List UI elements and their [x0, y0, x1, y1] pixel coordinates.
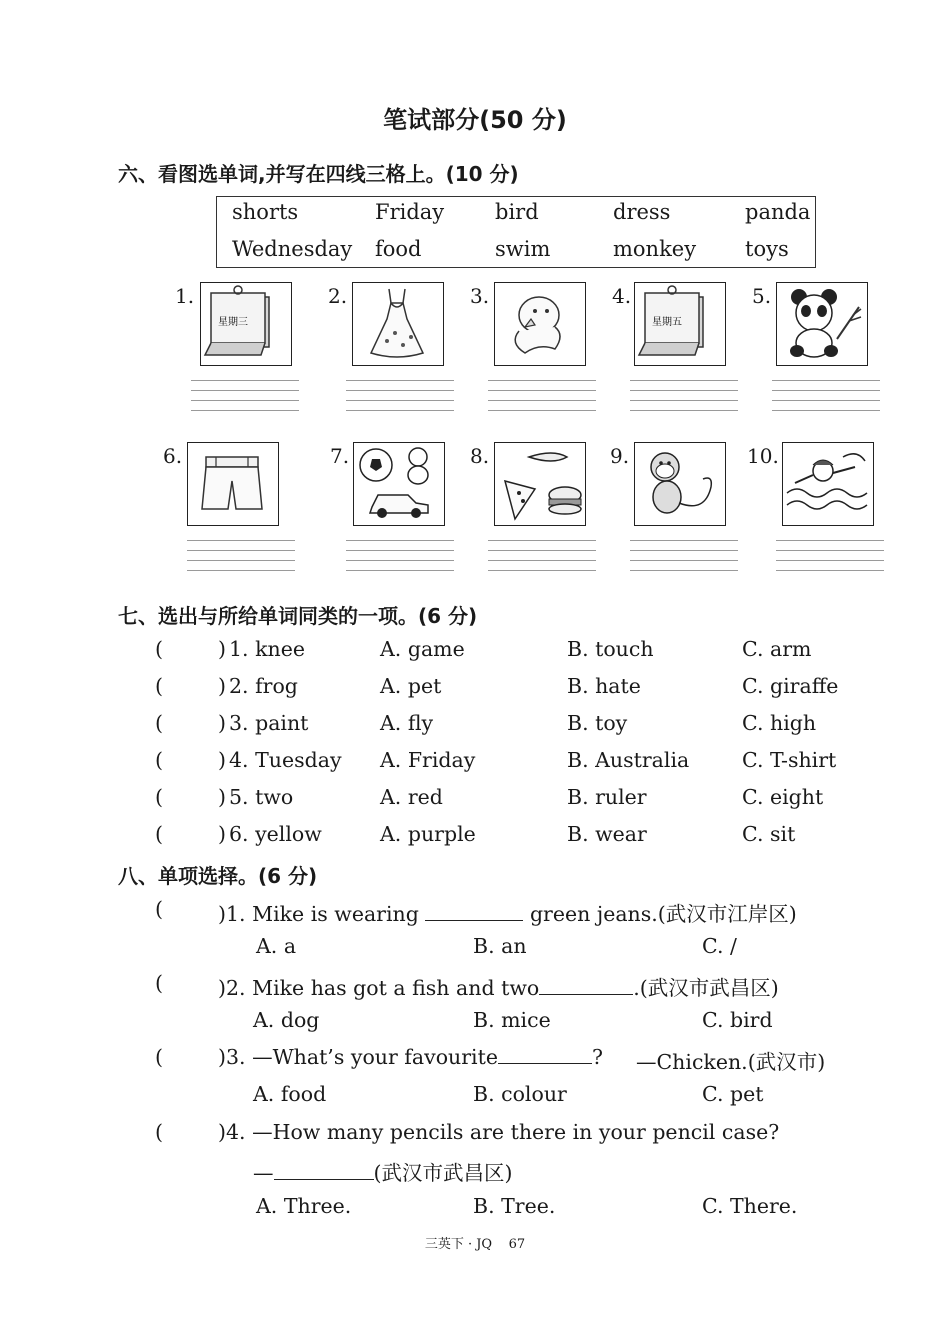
answer-blank[interactable] [425, 902, 523, 921]
question-stem: 5. two [229, 785, 294, 809]
calendar-label: 星期五 [652, 317, 682, 328]
picture-number: 1. [175, 284, 195, 308]
answer-paren-open[interactable]: ( [155, 822, 163, 846]
answer-paren-open[interactable]: ( [155, 1045, 163, 1069]
answer-paren-open[interactable]: ( [155, 711, 163, 735]
word-bank-item: panda [745, 200, 811, 224]
food-picture [494, 442, 586, 526]
question-stem: 1. knee [229, 637, 305, 661]
question-text: )1. Mike is wearing [218, 902, 419, 926]
option-a: A. Three. [256, 1194, 352, 1218]
option-b: B. touch [567, 637, 654, 661]
question-text: ? [591, 1045, 603, 1069]
picture-number: 10. [747, 444, 779, 468]
option-a: A. game [380, 637, 465, 661]
monkey-picture [634, 442, 726, 526]
question-stem: 2. frog [229, 674, 298, 698]
answer-paren-open[interactable]: ( [155, 785, 163, 809]
word-bank-item: Wednesday [232, 237, 353, 261]
page-title: 笔试部分(50 分) [383, 106, 567, 134]
picture-number: 9. [610, 444, 630, 468]
answer-blank[interactable] [274, 1161, 374, 1180]
word-bank-item: bird [495, 200, 539, 224]
option-c: C. bird [702, 1008, 773, 1032]
section-7-heading: 七、选出与所给单词同类的一项。(6 分) [118, 604, 478, 628]
option-c: C. high [742, 711, 817, 735]
option-b: B. wear [567, 822, 647, 846]
answer-paren-open[interactable]: ( [155, 971, 163, 995]
question-4-response [253, 1156, 513, 1186]
option-c: C. pet [702, 1082, 764, 1106]
toys-picture [353, 442, 445, 526]
option-c: C. giraffe [742, 674, 839, 698]
option-c: C. arm [742, 637, 812, 661]
panda-picture [776, 282, 868, 366]
question-stem: 6. yellow [229, 822, 322, 846]
option-b: B. Tree. [473, 1194, 556, 1218]
dress-picture [352, 282, 444, 366]
option-a: A. a [256, 934, 297, 958]
question-3 [218, 1045, 603, 1069]
option-c: C. T-shirt [742, 748, 837, 772]
answer-paren-open[interactable]: ( [155, 1120, 163, 1144]
calendar-friday-picture [634, 282, 726, 366]
picture-number: 6. [163, 444, 183, 468]
question-3-answer: —Chicken.(武汉市) [636, 1050, 826, 1074]
swim-picture [782, 442, 874, 526]
writing-lines[interactable] [191, 380, 299, 422]
word-bank-item: swim [495, 237, 551, 261]
option-b: B. colour [473, 1082, 567, 1106]
option-b: B. ruler [567, 785, 647, 809]
answer-paren-close: ) [218, 711, 226, 735]
option-a: A. fly [380, 711, 434, 735]
page-footer: 三英下 · JQ 67 [424, 1237, 526, 1252]
option-a: A. dog [253, 1008, 320, 1032]
question-text: (武汉市武昌区) [373, 1161, 513, 1185]
answer-paren-open[interactable]: ( [155, 674, 163, 698]
option-b: B. toy [567, 711, 628, 735]
question-1 [218, 897, 797, 927]
option-a: A. red [380, 785, 443, 809]
option-b: B. an [473, 934, 527, 958]
option-c: C. eight [742, 785, 824, 809]
word-bank [216, 196, 816, 268]
calendar-wednesday-picture [200, 282, 292, 366]
picture-number: 2. [328, 284, 348, 308]
option-a: A. food [253, 1082, 327, 1106]
picture-number: 4. [612, 284, 632, 308]
option-b: B. mice [473, 1008, 551, 1032]
word-bank-item: shorts [232, 200, 299, 224]
shorts-picture [187, 442, 279, 526]
question-2 [218, 971, 779, 1001]
word-bank-item: toys [745, 237, 789, 261]
option-c: C. / [702, 934, 737, 958]
section-8-heading: 八、单项选择。(6 分) [118, 864, 318, 888]
answer-paren-close: ) [218, 785, 226, 809]
answer-blank[interactable] [539, 976, 633, 995]
word-bank-item: food [375, 237, 422, 261]
option-c: C. sit [742, 822, 796, 846]
writing-lines[interactable] [187, 540, 295, 582]
writing-lines[interactable] [346, 380, 454, 422]
question-text: green jeans.(武汉市江岸区) [529, 902, 797, 926]
word-bank-item: monkey [613, 237, 697, 261]
answer-paren-open[interactable]: ( [155, 637, 163, 661]
section-6-heading: 六、看图选单词,并写在四线三格上。(10 分) [118, 162, 519, 186]
answer-paren-open[interactable]: ( [155, 897, 163, 921]
answer-paren-close: ) [218, 748, 226, 772]
question-text: )4. —How many pencils are there in your pencil case? [218, 1120, 780, 1144]
question-stem: 3. paint [229, 711, 309, 735]
question-text: .(武汉市武昌区) [633, 976, 779, 1000]
option-a: A. purple [380, 822, 476, 846]
question-text: )3. —What’s your favourite [218, 1045, 498, 1069]
writing-lines[interactable] [346, 540, 454, 582]
writing-lines[interactable] [488, 380, 596, 422]
answer-paren-open[interactable]: ( [155, 748, 163, 772]
picture-number: 5. [752, 284, 772, 308]
question-text: )2. Mike has got a fish and two [218, 976, 540, 1000]
picture-number: 8. [470, 444, 490, 468]
writing-lines[interactable] [776, 540, 884, 582]
word-bank-item: dress [613, 200, 671, 224]
question-stem: 4. Tuesday [229, 748, 342, 772]
answer-blank[interactable] [498, 1045, 592, 1064]
answer-paren-close: ) [218, 637, 226, 661]
calendar-label: 星期三 [218, 317, 248, 328]
writing-lines[interactable] [488, 540, 596, 582]
writing-lines[interactable] [630, 540, 738, 582]
option-b: B. hate [567, 674, 641, 698]
answer-paren-close: ) [218, 674, 226, 698]
option-c: C. There. [702, 1194, 798, 1218]
option-b: B. Australia [567, 748, 690, 772]
option-a: A. pet [380, 674, 442, 698]
word-bank-item: Friday [375, 200, 445, 224]
writing-lines[interactable] [772, 380, 880, 422]
picture-number: 7. [330, 444, 350, 468]
option-a: A. Friday [380, 748, 476, 772]
answer-paren-close: ) [218, 822, 226, 846]
bird-picture [494, 282, 586, 366]
picture-number: 3. [470, 284, 490, 308]
writing-lines[interactable] [630, 380, 738, 422]
question-text: — [253, 1161, 274, 1185]
